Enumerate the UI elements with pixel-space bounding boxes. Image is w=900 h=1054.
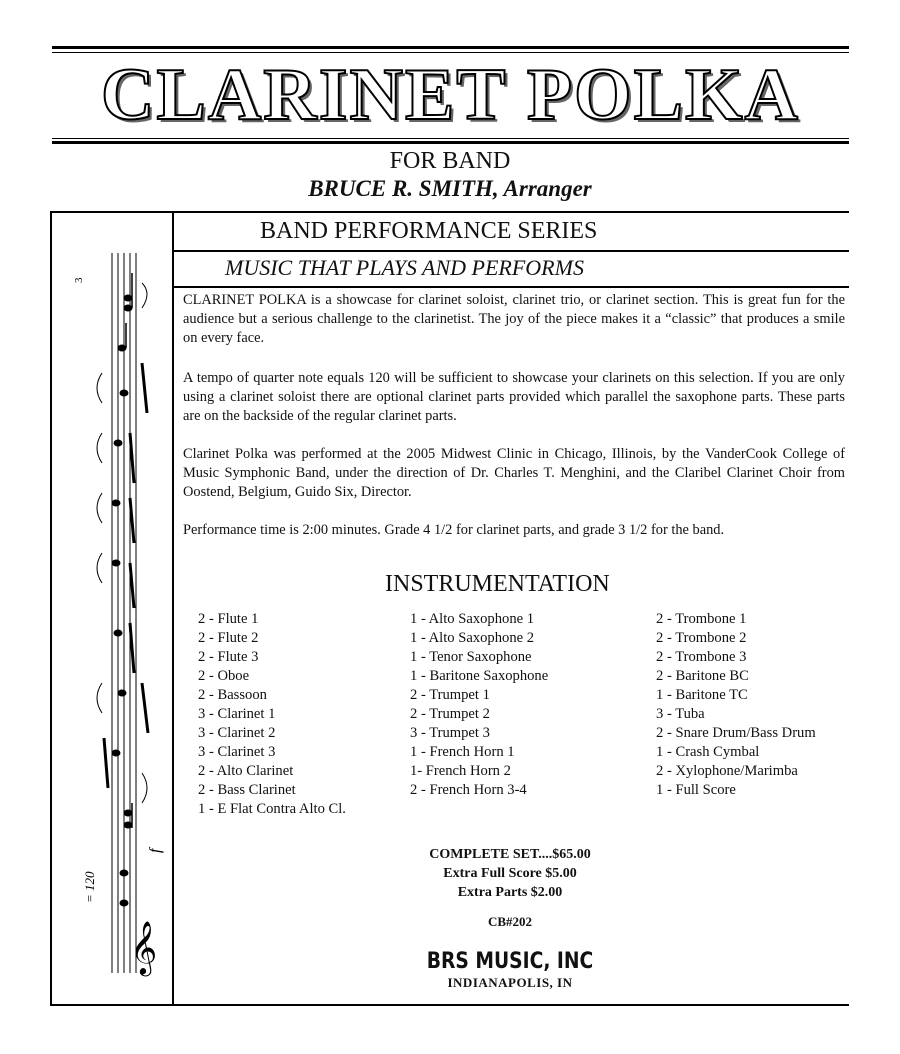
list-item: 1 - Baritone Saxophone: [410, 668, 549, 684]
sheet-music-excerpt: [52, 213, 172, 1003]
list-item: 2 - Baritone BC: [656, 668, 749, 684]
dynamic-text: f: [147, 848, 164, 853]
instrumentation-column-3: [656, 610, 816, 800]
header-rule-bottom-thin: [52, 138, 849, 139]
list-item: 2 - Trombone 3: [656, 649, 747, 665]
list-item: 2 - Alto Clarinet: [198, 763, 294, 779]
triplet-text: 3: [73, 277, 85, 283]
list-item: 2 - Xylophone/Marimba: [656, 763, 798, 779]
list-item: 2 - Flute 2: [198, 630, 259, 646]
list-item: 2 - Oboe: [198, 668, 250, 684]
list-item: 2 - Trombone 2: [656, 630, 747, 646]
arranger-credit: BRUCE R. SMITH, Arranger: [308, 176, 592, 201]
list-item: 1 - Alto Saxophone 1: [410, 611, 535, 627]
header-rule-top-thick: [52, 46, 849, 49]
instrumentation-heading: INSTRUMENTATION: [385, 571, 610, 597]
series-rule-2: [174, 286, 849, 288]
series-motto: MUSIC THAT PLAYS AND PERFORMS: [225, 255, 584, 280]
price-extra-parts: Extra Parts $2.00: [457, 885, 563, 900]
music-slurs: [97, 283, 147, 803]
frame-bottom-line: [50, 1004, 849, 1006]
tempo-marking: [82, 871, 97, 903]
tempo-text: = 120: [82, 871, 97, 903]
header-rule-bottom-thick: [52, 141, 849, 144]
list-item: 3 - Clarinet 3: [198, 744, 276, 760]
subtitle: FOR BAND: [389, 148, 511, 174]
triplet-marking: [73, 277, 85, 283]
list-item: 1 - French Horn 1: [410, 744, 515, 760]
description-paragraph-4: Performance time is 2:00 minutes. Grade 4 1/2 for clarinet parts, and grade 3 1/2 for the band.: [183, 522, 725, 538]
catalog-number: CB#202: [487, 914, 533, 929]
list-item: 1 - E Flat Contra Alto Cl.: [198, 801, 346, 817]
series-name: BAND PERFORMANCE SERIES: [260, 218, 598, 244]
price-complete-set: COMPLETE SET....$65.00: [429, 847, 591, 862]
list-item: 2 - Flute 1: [198, 611, 259, 627]
list-item: 2 - Trumpet 2: [410, 706, 490, 722]
list-item: 1- French Horn 2: [410, 763, 511, 779]
list-item: 1 - Tenor Saxophone: [410, 649, 532, 665]
publisher-name: BRS MUSIC, INC: [426, 949, 594, 974]
description-paragraph-3: Clarinet Polka was performed at the 2005 Midwest Clinic in Chicago, Illinois, by the VanderCook College of Music Symphonic Band, under the direction of Dr. Charles T. Menghini, and the Claribel Clarinet Choir from Oostend, Belgium, Guido Six, Director.: [183, 446, 845, 500]
instrumentation-column-1: [198, 610, 346, 819]
treble-clef-icon: 𝄞: [130, 920, 158, 974]
price-full-score: Extra Full Score $5.00: [443, 866, 577, 881]
list-item: 2 - Trombone 1: [656, 611, 747, 627]
description-paragraph-2: A tempo of quarter note equals 120 will be sufficient to showcase your clarinets on this selection. If you are only using a clarinet soloist there are optional clarinet parts provided which parallel the saxophone parts. These parts are on the backside of the regular clarinet parts.: [183, 370, 845, 424]
list-item: 2 - Bassoon: [198, 687, 267, 703]
list-item: 2 - Bass Clarinet: [198, 782, 296, 798]
frame-divider-line: [172, 211, 174, 1006]
list-item: 3 - Clarinet 2: [198, 725, 276, 741]
list-item: 3 - Tuba: [656, 706, 705, 722]
staff-lines: [112, 253, 136, 973]
list-item: 1 - Full Score: [656, 782, 736, 798]
list-item: 1 - Baritone TC: [656, 687, 748, 703]
music-notes: [104, 273, 148, 906]
list-item: 3 - Trumpet 3: [410, 725, 490, 741]
list-item: 2 - Trumpet 1: [410, 687, 490, 703]
list-item: 2 - Snare Drum/Bass Drum: [656, 725, 816, 741]
list-item: 3 - Clarinet 1: [198, 706, 276, 722]
series-rule-1: [174, 250, 849, 252]
instrumentation-column-2: [410, 610, 548, 800]
description-paragraph-1: CLARINET POLKA is a showcase for clarinet soloist, clarinet trio, or clarinet section. This is great fun for the audience but a serious challenge to the clarinetist. The joy of the piece makes it a “classic” that produces a smile on every face.: [183, 292, 845, 346]
publisher-city: INDIANAPOLIS, IN: [447, 975, 573, 990]
list-item: 2 - French Horn 3-4: [410, 782, 527, 798]
dynamic-marking: [147, 846, 164, 853]
list-item: 1 - Crash Cymbal: [656, 744, 760, 760]
list-item: 2 - Flute 3: [198, 649, 259, 665]
page-title: CLARINET POLKA: [101, 54, 800, 136]
list-item: 1 - Alto Saxophone 2: [410, 630, 535, 646]
